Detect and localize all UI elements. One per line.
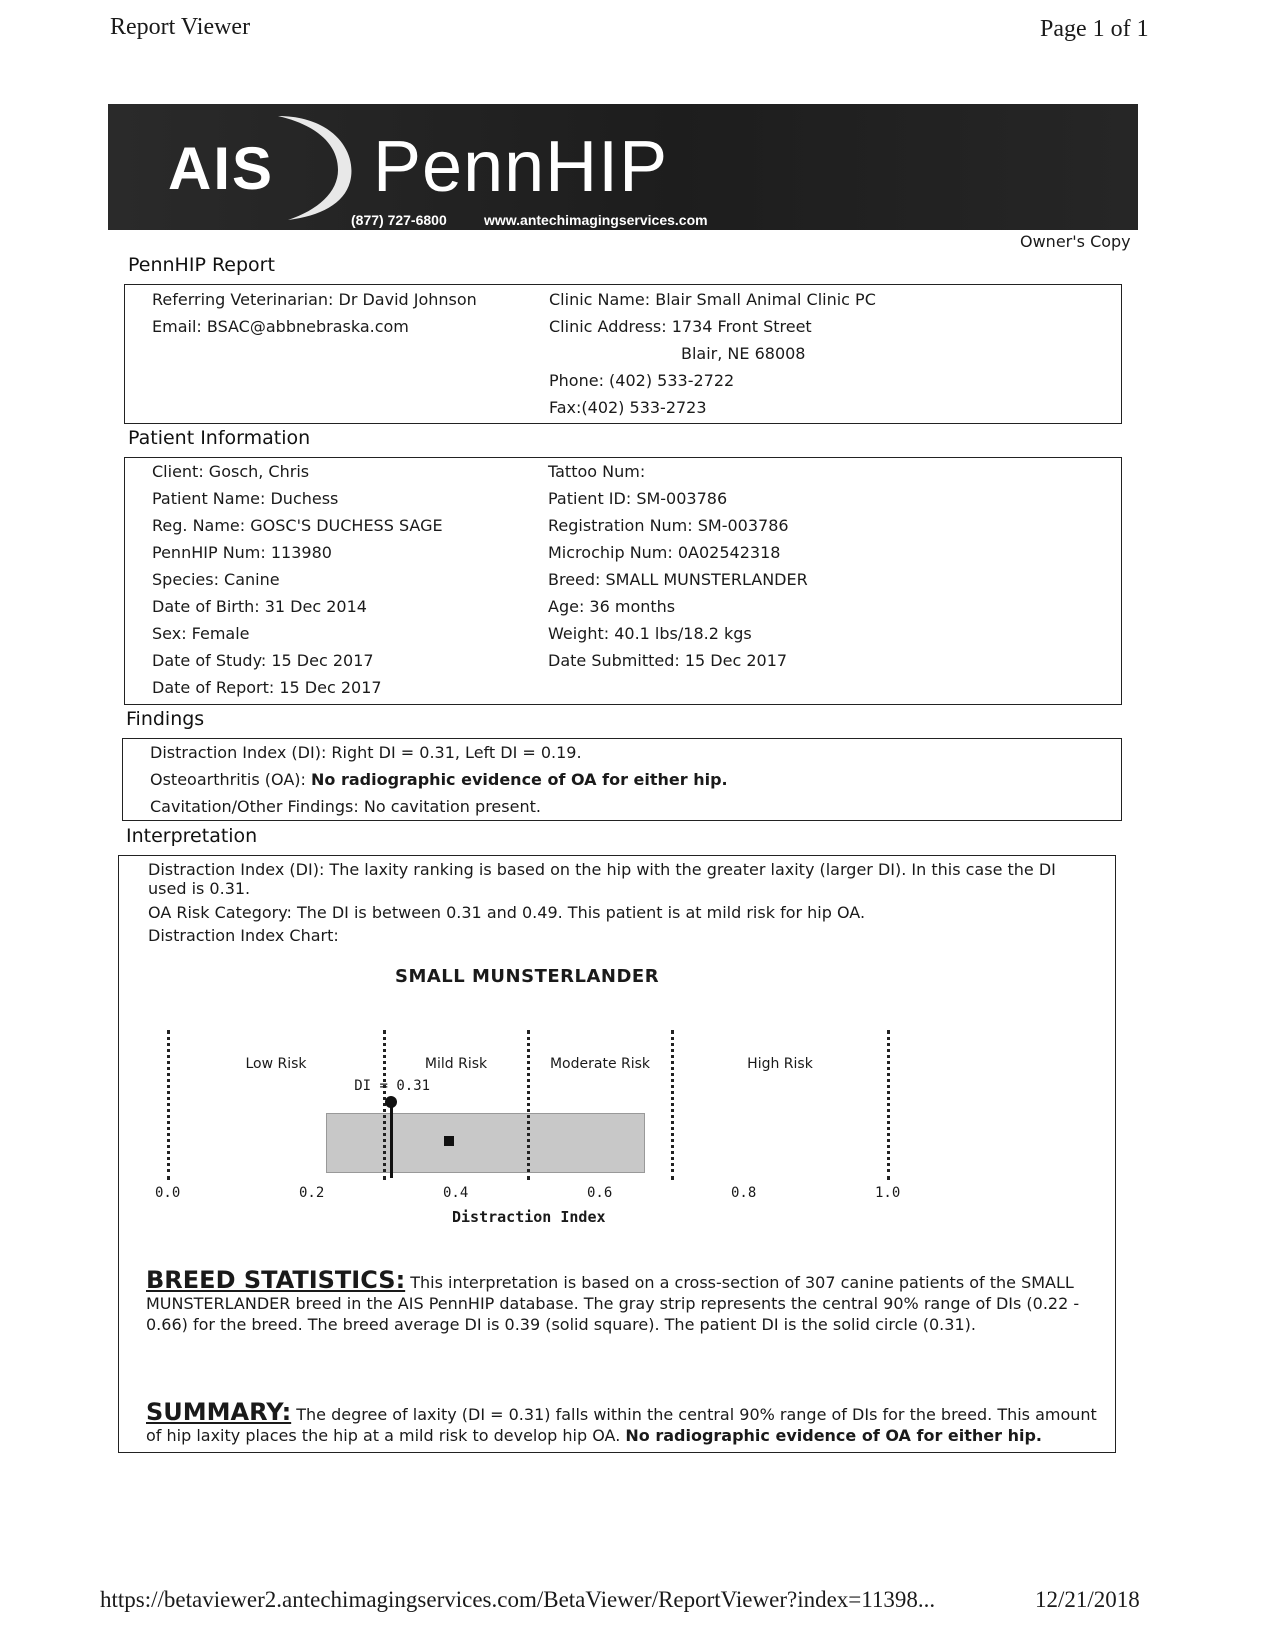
viewer-title: Report Viewer xyxy=(110,14,251,40)
x-tick-label: 0.4 xyxy=(443,1185,469,1201)
x-tick-label: 0.2 xyxy=(299,1185,325,1201)
logo-swoosh-icon xyxy=(258,112,368,224)
patient-field: Age: 36 months xyxy=(548,597,676,616)
chart-x-axis-label: Distraction Index xyxy=(452,1208,606,1226)
report-section-title: PennHIP Report xyxy=(128,254,275,276)
footer-url: https://betaviewer2.antechimagingservices.com/BetaViewer/ReportViewer?index=11398... xyxy=(100,1587,936,1612)
vet-email: Email: BSAC@abbnebraska.com xyxy=(152,317,409,336)
findings-oa-value: No radiographic evidence of OA for either hip. xyxy=(311,770,728,789)
risk-zone-label: Moderate Risk xyxy=(549,1056,651,1072)
banner-phone: (877) 727-6800 xyxy=(351,212,447,228)
x-tick-label: 0.0 xyxy=(155,1185,181,1201)
patient-field: Client: Gosch, Chris xyxy=(152,462,310,481)
patient-field: Microchip Num: 0A02542318 xyxy=(548,543,781,562)
patient-field: Patient Name: Duchess xyxy=(152,489,339,508)
findings-cavitation: Cavitation/Other Findings: No cavitation present. xyxy=(150,797,541,816)
logo-ais: AIS xyxy=(168,135,275,202)
patient-left-column xyxy=(152,462,443,705)
interpretation-oa-risk: OA Risk Category: The DI is between 0.31 and 0.49. This patient is at mild risk for hip OA. xyxy=(148,903,866,922)
patient-section-title: Patient Information xyxy=(128,427,311,449)
summary-text: The degree of laxity (DI = 0.31) falls within the central 90% range of DIs for the breed. This amount of hip laxity places the hip at a mild risk to develop hip OA. xyxy=(146,1405,1097,1445)
breed-statistics xyxy=(146,1266,1096,1335)
patient-field: PennHIP Num: 113980 xyxy=(152,543,332,562)
patient-field: Weight: 40.1 lbs/18.2 kgs xyxy=(548,624,752,643)
risk-zone-label: Mild Risk xyxy=(424,1056,488,1072)
clinic-city: Blair, NE 68008 xyxy=(681,344,806,363)
clinic-phone: Phone: (402) 533-2722 xyxy=(549,371,735,390)
patient-field: Breed: SMALL MUNSTERLANDER xyxy=(548,570,808,589)
logo-pennhip: PennHIP xyxy=(373,127,669,207)
x-tick-label: 0.6 xyxy=(587,1185,613,1201)
patient-field: Patient ID: SM-003786 xyxy=(548,489,728,508)
patient-field: Species: Canine xyxy=(152,570,280,589)
patient-field: Tattoo Num: xyxy=(548,462,646,481)
page-indicator: Page 1 of 1 xyxy=(1040,16,1149,42)
patient-field: Date of Birth: 31 Dec 2014 xyxy=(152,597,367,616)
patient-right-column xyxy=(548,462,808,678)
interpretation-section-title: Interpretation xyxy=(126,825,258,847)
patient-field: Reg. Name: GOSC'S DUCHESS SAGE xyxy=(152,516,443,535)
footer-date: 12/21/2018 xyxy=(1035,1587,1140,1612)
breed-statistics-heading: BREED STATISTICS: xyxy=(146,1266,406,1294)
x-tick-label: 0.8 xyxy=(731,1185,757,1201)
summary-bold-text: No radiographic evidence of OA for either hip. xyxy=(625,1426,1042,1445)
pennhip-banner xyxy=(108,104,1138,230)
breed-statistics-text: This interpretation is based on a cross-section of 307 canine patients of the SMALL MUNSTERLANDER breed in the AIS PennHIP database. The gray strip represents the central 90% range of DIs (0.22 - 0.66) for the breed. The breed average DI is 0.39 (solid square). The patient DI is the solid circle (0.31). xyxy=(146,1273,1080,1334)
chart-title: SMALL MUNSTERLANDER xyxy=(395,966,660,987)
risk-zone-label: High Risk xyxy=(747,1056,813,1072)
findings-section-title: Findings xyxy=(126,708,205,730)
interpretation-di-text: Distraction Index (DI): The laxity ranking is based on the hip with the greater laxity (larger DI). In this case the DI used is 0.31. xyxy=(148,860,1056,898)
findings-oa xyxy=(150,770,728,789)
findings-oa-label: Osteoarthritis (OA): xyxy=(150,770,312,789)
patient-di-label: DI = 0.31 xyxy=(354,1078,431,1094)
banner-website: www.antechimagingservices.com xyxy=(484,212,708,228)
patient-field: Sex: Female xyxy=(152,624,250,643)
clinic-name: Clinic Name: Blair Small Animal Clinic PC xyxy=(549,290,876,309)
summary-heading: SUMMARY: xyxy=(146,1398,292,1426)
patient-field: Date of Report: 15 Dec 2017 xyxy=(152,678,382,697)
summary xyxy=(146,1398,1106,1446)
clinic-fax: Fax:(402) 533-2723 xyxy=(549,398,707,417)
interpretation-chart-label: Distraction Index Chart: xyxy=(148,926,339,945)
referring-vet: Referring Veterinarian: Dr David Johnson xyxy=(152,290,477,309)
owners-copy-label: Owner's Copy xyxy=(1020,232,1131,251)
patient-field: Date Submitted: 15 Dec 2017 xyxy=(548,651,788,670)
findings-di: Distraction Index (DI): Right DI = 0.31, Left DI = 0.19. xyxy=(150,743,582,762)
x-tick-label: 1.0 xyxy=(875,1185,901,1201)
clinic-address: Clinic Address: 1734 Front Street xyxy=(549,317,812,336)
risk-zone-label: Low Risk xyxy=(245,1056,307,1072)
patient-field: Registration Num: SM-003786 xyxy=(548,516,789,535)
patient-field: Date of Study: 15 Dec 2017 xyxy=(152,651,374,670)
